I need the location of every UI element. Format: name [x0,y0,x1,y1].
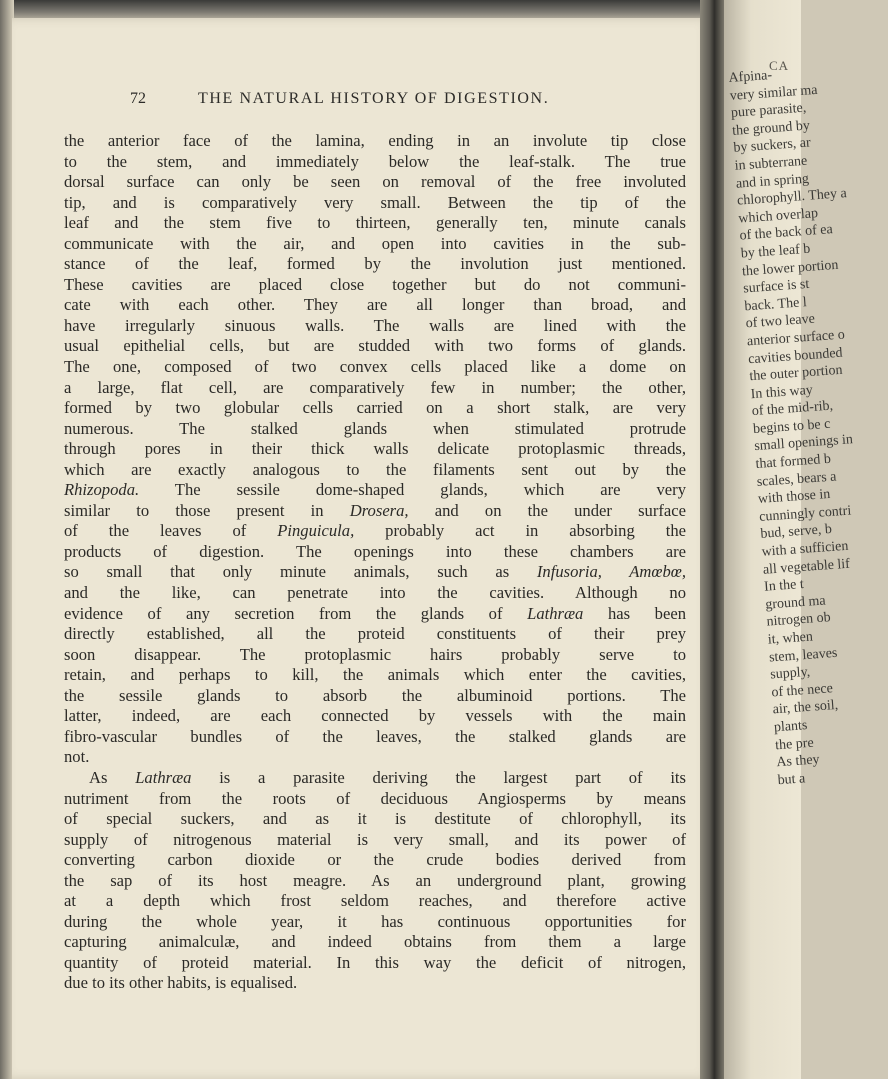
text-line [64,850,686,871]
text-run: These cavities are placed close together but do not communi- [64,274,686,294]
text-run: stance of the leaf, formed by the involution just mentioned. [64,254,686,274]
text-line [64,460,686,481]
text-line [64,604,686,625]
text-line [64,521,686,542]
facing-page-line: the pre [774,735,815,753]
text-run: numerous. The stalked glands when stimulated protrude [64,418,686,438]
facing-page-line: scales, bears a [756,469,837,490]
facing-page-line: nitrogen ob [766,610,832,631]
text-run: evidence of any secretion from the glands of [64,603,528,623]
text-run: at a depth which frost seldom reaches, and therefore active [64,891,686,911]
facing-page-line: air, the soil, [772,698,839,718]
text-run: tip, and is comparatively very small. Between the tip of the [64,192,686,212]
facing-page-corner-mark: CA [769,58,790,73]
text-run: retain, and perhaps to kill, the animals which enter the cavities, [64,665,686,685]
text-run: fibro-vascular bundles of the leaves, the stalked glands are [64,726,686,746]
text-run: probably act in absorbing the [354,521,686,541]
facing-page-line: the ground by [731,118,811,139]
text-run: nutriment from the roots of deciduous Angiosperms by means [64,788,686,808]
text-line [64,973,686,994]
text-line [64,789,686,810]
text-run: similar to those present in [64,500,350,520]
text-line [64,830,686,851]
running-head [130,90,650,108]
facing-page-line: back. The l [744,294,808,315]
text-run: the sessile glands to absorb the albuminoid portions. The [64,685,686,705]
text-line [64,583,686,604]
text-line [64,316,686,337]
facing-page-line: but a [777,771,806,788]
text-run: dorsal surface can only be seen on removal of the free involuted [64,172,686,192]
book-gutter [700,0,724,1079]
text-line [64,439,686,460]
text-line [64,336,686,357]
facing-page-line: In this way [750,382,814,402]
facing-page-line: of the mid-rib, [751,398,834,420]
facing-page-line: As they [775,752,821,771]
facing-page-line: that formed b [755,451,832,473]
text-line [64,131,686,152]
text-line [64,357,686,378]
text-run: have irregularly sinuous walls. The walls are lined with the [64,315,686,335]
facing-page-line: with those in [757,487,831,508]
text-line [64,953,686,974]
italic-term: Pinguicula, [277,521,355,541]
text-line [64,234,686,255]
text-run: of special suckers, and as it is destitute of chlorophyll, its [64,809,686,829]
text-run: to the stem, and immediately below the leaf-stalk. The true [64,151,686,171]
text-line [64,932,686,953]
facing-page-line: and in spring [735,171,810,192]
italic-term: Infusoria, Amœbœ, [536,562,687,582]
text-run: converting carbon dioxide or the crude bodies derived from [64,850,686,870]
italic-term: Drosera, [349,500,409,520]
facing-page-line: of the nece [771,680,834,701]
text-line [64,809,686,830]
text-line [64,193,686,214]
text-line [64,254,686,275]
text-run: latter, indeed, are each connected by vessels with the main [64,706,686,726]
text-run: a large, flat cell, are comparatively few in number; the other, [64,377,686,397]
facing-page-line: very similar ma [729,82,819,104]
facing-page-line: surface is st [742,276,810,297]
text-line [64,706,686,727]
text-run: due to its other habits, is equalised. [64,973,298,993]
running-head-title: THE NATURAL HISTORY OF DIGESTION. [198,90,550,107]
text-run: As [89,767,136,787]
text-run: quantity of proteid material. In this way the deficit of nitrogen, [64,952,686,972]
text-run: communicate with the air, and open into cavities in the sub- [64,233,686,253]
text-line [64,275,686,296]
text-run: is a parasite deriving the largest part of its [191,767,686,787]
text-line [64,665,686,686]
facing-page-line: with a sufficien [761,538,849,560]
facing-page-line: cavities bounded [747,345,844,367]
facing-page-line: by the leaf b [740,241,811,262]
text-run: The one, composed of two convex cells placed like a dome on [64,357,686,377]
text-line [64,172,686,193]
text-line [64,891,686,912]
text-line [64,686,686,707]
facing-page-line: pure parasite, [730,100,807,122]
facing-page-line: anterior surface o [746,327,846,350]
page-number: 72 [130,90,146,107]
facing-page-line: In the t [763,577,805,595]
facing-page-line: stem, leaves [768,645,838,666]
facing-page-line: which overlap [737,205,819,227]
text-line [64,871,686,892]
text-line [64,912,686,933]
text-run: and on the under surface [408,500,686,520]
facing-page-line: all vegetable lif [762,556,851,578]
facing-page-line: in subterrane [734,153,808,174]
text-run: of the leaves of [64,521,278,541]
text-run: the anterior face of the lamina, ending in an involute tip close [64,131,686,150]
text-line [64,295,686,316]
text-run: products of digestion. The openings into these chambers are [64,541,686,561]
text-run: which are exactly analogous to the filaments sent out by the [64,459,686,479]
facing-page-line: bud, serve, b [759,522,833,543]
text-line [64,213,686,234]
facing-page-line: the lower portion [741,257,839,280]
text-run: The sessile dome-shaped glands, which are very [139,480,686,500]
text-run: formed by two globular cells carried on a short stalk, are very [64,398,686,418]
facing-page-line: small openings in [753,432,854,455]
text-run: has been [583,603,686,623]
text-run: so small that only minute animals, such as [64,562,537,582]
text-run: supply of nitrogenous material is very small, and its power of [64,829,686,849]
facing-page-line: the outer portion [748,362,844,385]
facing-page-line: of two leave [745,311,816,332]
facing-page-line: supply, [769,664,811,683]
text-line [64,624,686,645]
text-run: leaf and the stem five to thirteen, generally ten, minute canals [64,213,686,233]
facing-page-line: plants [773,718,808,736]
text-line [64,378,686,399]
text-line [64,645,686,666]
italic-term: Lathræa [135,767,192,787]
facing-page-line: cunningly contri [758,503,852,525]
text-line [64,152,686,173]
text-run: usual epithelial cells, but are studded with two forms of glands. [64,336,686,356]
text-line [64,398,686,419]
text-run: the sap of its host meagre. As an underground plant, growing [64,870,686,890]
facing-page-line: begins to be c [752,416,831,437]
facing-page-line: Afpina- [728,67,773,86]
text-run: during the whole year, it has continuous opportunities for [64,911,686,931]
text-run: soon disappear. The protoplasmic hairs probably serve to [64,644,686,664]
facing-page-text [728,63,878,790]
facing-page-line: ground ma [764,593,827,613]
facing-page-line: of the back of ea [739,222,834,244]
text-line [64,480,686,501]
text-line [64,501,686,522]
text-run: directly established, all the proteid constituents of their prey [64,624,686,644]
text-run: through pores in their thick walls delicate protoplasmic threads, [64,439,686,459]
facing-page-fragment [724,0,854,1079]
text-run: and the like, can penetrate into the cavities. Although no [64,583,686,603]
text-run: not. [64,747,90,767]
text-line [64,727,686,748]
italic-term: Rhizopoda. [64,480,140,500]
text-line [64,542,686,563]
text-run: cate with each other. They are all longer than broad, and [64,295,686,315]
text-line [64,419,686,440]
body-text [64,131,686,994]
text-run: capturing animalculæ, and indeed obtains from them a large [64,932,686,952]
facing-page-line: it, when [767,629,814,648]
text-line [64,747,686,768]
text-line [64,562,686,583]
italic-term: Lathræa [527,603,584,623]
text-line [64,768,686,789]
facing-page-line: by suckers, ar [732,135,812,157]
facing-page-line: chlorophyll. They a [736,186,848,209]
